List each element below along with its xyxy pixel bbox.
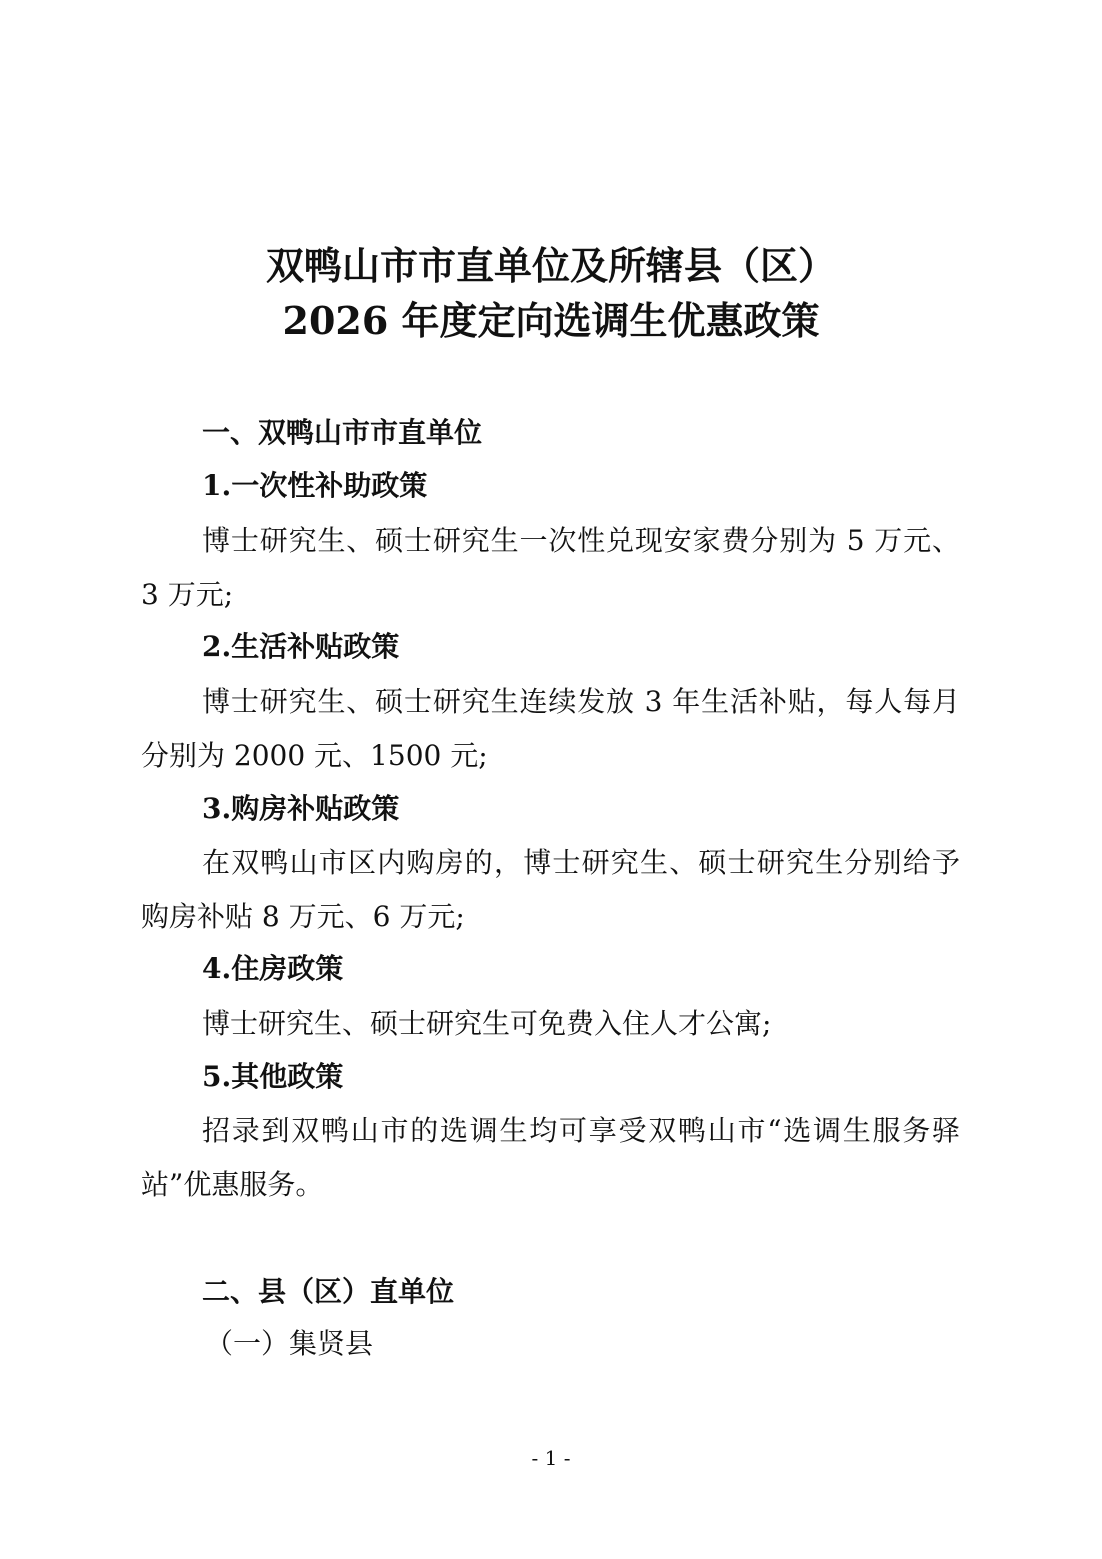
item-body-housing-policy-line-1: 博士研究生、硕士研究生可免费入住人才公寓; (202, 1007, 772, 1040)
item-heading-housing-purchase-subsidy: 3.购房补贴政策 (202, 792, 400, 825)
item-body-one-time-subsidy-line-2: 3 万元; (141, 578, 234, 611)
sub-heading-jixian-county: （一）集贤县 (205, 1327, 374, 1360)
item-body-other-policy-line-1: 招录到双鸭山市的选调生均可享受双鸭山市“选调生服务驿 (202, 1114, 960, 1147)
item-body-one-time-subsidy-line-1: 博士研究生、硕士研究生一次性兑现安家费分别为 5 万元、 (202, 524, 960, 557)
item-body-living-subsidy-line-1: 博士研究生、硕士研究生连续发放 3 年生活补贴，每人每月 (202, 685, 960, 718)
item-body-housing-purchase-subsidy-line-2: 购房补贴 8 万元、6 万元; (141, 900, 465, 933)
item-heading-housing-policy: 4.住房政策 (202, 952, 344, 985)
item-heading-living-subsidy: 2.生活补贴政策 (202, 630, 400, 663)
item-body-other-policy-line-2: 站”优惠服务。 (141, 1168, 324, 1201)
item-body-housing-purchase-subsidy-line-1: 在双鸭山市区内购房的，博士研究生、硕士研究生分别给予 (202, 846, 960, 879)
section-heading-county-district: 二、县（区）直单位 (202, 1275, 455, 1308)
section-heading-municipal: 一、双鸭山市市直单位 (202, 416, 483, 449)
item-heading-other-policy: 5.其他政策 (202, 1060, 344, 1093)
item-heading-one-time-subsidy: 1.一次性补助政策 (202, 469, 428, 502)
page-number: - 1 - (531, 1446, 571, 1470)
document-title-line-1: 双鸭山市市直单位及所辖县（区） (265, 243, 836, 288)
item-body-living-subsidy-line-2: 分别为 2000 元、1500 元; (141, 739, 488, 772)
document-title-line-2: 2026 年度定向选调生优惠政策 (282, 298, 820, 343)
